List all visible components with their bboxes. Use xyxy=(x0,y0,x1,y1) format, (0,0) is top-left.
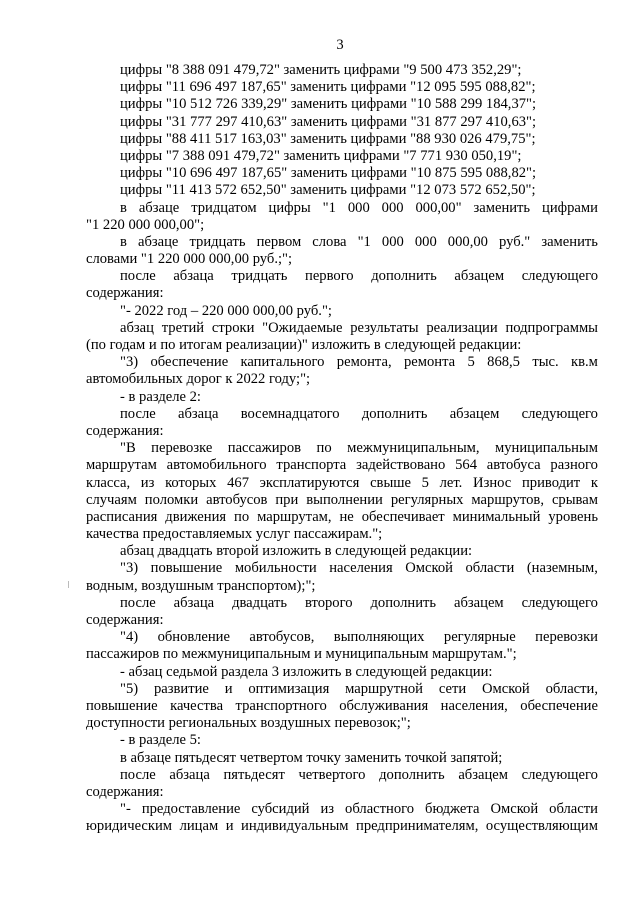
word: руб." xyxy=(499,233,531,250)
word: регулярных xyxy=(390,491,464,508)
word: "5) xyxy=(120,680,139,697)
word: абзаце xyxy=(137,233,179,250)
text-line: цифры "7 388 091 479,72" заменить цифрами "7 771 930 050,19"; xyxy=(120,147,522,164)
text-line xyxy=(86,818,598,835)
text-line: цифры "11 413 572 652,50" заменить цифрами "12 073 572 652,50"; xyxy=(120,182,536,199)
word: тридцать xyxy=(189,233,246,250)
text-line xyxy=(86,595,598,612)
word: которых xyxy=(165,474,217,491)
word: индивидуальным xyxy=(241,818,349,835)
word: перевозке xyxy=(151,440,213,457)
word: оптимизация xyxy=(248,680,330,697)
word: ремонта xyxy=(403,354,456,371)
word: юридическим xyxy=(86,818,173,835)
word: 000 xyxy=(347,199,370,216)
word: абзаца xyxy=(178,405,219,422)
word: абзацем xyxy=(458,766,508,783)
text-line: водным, воздушным транспортом);"; xyxy=(86,577,316,594)
word: сети xyxy=(438,680,467,697)
word: абзаце xyxy=(138,199,180,216)
word: из xyxy=(140,474,155,491)
word: следующего xyxy=(521,594,598,611)
word: населения xyxy=(329,560,393,577)
text-line: цифры "11 696 497 187,65" заменить цифрами "12 095 595 088,82"; xyxy=(120,79,536,96)
text-line: содержания: xyxy=(86,612,164,628)
word: после xyxy=(120,594,156,611)
word: маршрутной xyxy=(345,680,423,697)
word: "Ожидаемые xyxy=(262,319,343,336)
word: маршрутов, xyxy=(471,491,544,508)
text-line xyxy=(86,406,598,423)
page-number: 3 xyxy=(336,37,344,53)
text-line: качества предоставляемых услуг пассажирам."; xyxy=(86,526,383,543)
word: первого xyxy=(305,268,354,285)
word: выполняющих xyxy=(333,629,425,646)
word: поломки xyxy=(144,491,199,508)
margin-mark xyxy=(68,581,69,588)
word: 000 xyxy=(381,233,404,250)
word: автобусов, xyxy=(249,629,315,646)
text-line: - в разделе 2: xyxy=(120,388,201,405)
word: реализации xyxy=(426,319,498,336)
word: области xyxy=(549,801,598,818)
text-line xyxy=(86,200,598,217)
text-line: содержания: xyxy=(86,783,164,800)
word: результаты xyxy=(350,319,419,336)
word: приводит xyxy=(521,474,581,491)
word: абзаца xyxy=(169,766,210,783)
word: задействовано xyxy=(356,457,446,474)
text-line xyxy=(86,509,598,526)
word: капитального xyxy=(240,354,325,371)
text-line: содержания: xyxy=(86,422,164,439)
text-line: пассажиров по межмуниципальным и муниципальным маршрутам."; xyxy=(86,646,517,663)
word: не xyxy=(339,508,354,525)
word: заменить xyxy=(541,233,598,250)
word: абзаца xyxy=(173,594,215,611)
word: подпрограммы xyxy=(505,319,598,336)
word: к xyxy=(590,474,598,491)
word: третий xyxy=(161,319,205,336)
word: и xyxy=(224,680,233,697)
text-line: цифры "31 777 297 410,63" заменить цифрами "31 877 297 410,63"; xyxy=(120,113,537,130)
word: обновление xyxy=(157,629,230,646)
word: срывам xyxy=(551,491,598,508)
word: дополнить xyxy=(370,594,437,611)
word: абзацем xyxy=(454,268,505,285)
text-line xyxy=(86,320,598,337)
text-line: в абзаце пятьдесят четвертом точку заменить точкой запятой; xyxy=(120,749,503,766)
word: Омской xyxy=(405,560,453,577)
word: дополнить xyxy=(371,268,437,285)
word: обеспечение xyxy=(150,354,229,371)
word: дополнить xyxy=(361,405,428,422)
document-body xyxy=(86,62,598,835)
text-line: цифры "88 411 517 163,03" заменить цифрами "88 930 026 479,75"; xyxy=(120,130,536,147)
word: 5 xyxy=(421,474,429,491)
text-line: цифры "8 388 091 479,72" заменить цифрами "9 500 473 352,29"; xyxy=(120,62,522,78)
word: субсидий xyxy=(251,801,310,818)
word: Омской xyxy=(490,801,539,818)
word: из xyxy=(320,801,335,818)
word: "1 xyxy=(322,199,336,216)
text-line xyxy=(86,440,598,457)
word: качества xyxy=(170,697,224,714)
word: после xyxy=(120,268,156,285)
text-line xyxy=(86,767,598,784)
word: абзац xyxy=(120,319,154,336)
word: мобильности xyxy=(234,560,317,577)
word: "4) xyxy=(120,629,139,646)
text-line: абзац двадцать второй изложить в следующей редакции: xyxy=(120,543,473,560)
word: 564 xyxy=(455,457,477,474)
word: обеспечение xyxy=(520,697,598,714)
word: населения, xyxy=(440,697,508,714)
word: (наземным, xyxy=(526,560,598,577)
word: перевозки xyxy=(535,629,598,646)
word: "3) xyxy=(120,354,139,371)
word: транспорта xyxy=(276,457,347,474)
word: в xyxy=(120,199,127,216)
word: пятьдесят xyxy=(223,766,285,783)
word: 000 xyxy=(381,199,404,216)
word: 000,00 xyxy=(447,233,488,250)
word: 000,00" xyxy=(415,199,462,216)
word: маршрутам, xyxy=(257,508,332,525)
word: при xyxy=(275,491,299,508)
word: тыс. xyxy=(532,354,559,371)
word: свыше xyxy=(370,474,411,491)
text-line: цифры "10 512 726 339,29" заменить цифрами "10 588 299 184,37"; xyxy=(120,96,537,113)
word: по xyxy=(316,440,332,457)
text-line xyxy=(86,698,598,715)
word: Омской xyxy=(482,680,530,697)
word: абзацем xyxy=(454,594,504,611)
word: автобуса xyxy=(486,457,541,474)
word: строки xyxy=(211,319,255,336)
text-line xyxy=(86,492,598,509)
word: выполнении xyxy=(306,491,383,508)
text-line xyxy=(86,560,598,577)
word: повышение xyxy=(86,697,158,714)
text-line: словами "1 220 000 000,00 руб.;"; xyxy=(86,251,293,268)
word: цифрами xyxy=(542,199,598,216)
word: развитие xyxy=(153,680,209,697)
word: транспортного xyxy=(235,697,327,714)
word: Износ xyxy=(473,474,512,491)
word: 868,5 xyxy=(487,354,520,371)
word: минимальный xyxy=(452,508,541,525)
word: лицам xyxy=(179,818,219,835)
word: ремонта, xyxy=(336,354,392,371)
word: области xyxy=(465,560,515,577)
word: разного xyxy=(550,457,598,474)
text-line: (по годам и по итогам реализации)" изложить в следующей редакции: xyxy=(86,337,522,353)
text-line xyxy=(86,801,598,818)
text-line: содержания: xyxy=(86,285,164,302)
text-line xyxy=(86,475,598,492)
word: 467 xyxy=(227,474,249,491)
word: автобусов xyxy=(206,491,268,508)
word: абзаца xyxy=(173,268,214,285)
word: второго xyxy=(304,594,353,611)
word: межмуниципальным, xyxy=(347,440,480,457)
text-line xyxy=(86,234,598,251)
word: повышение xyxy=(150,560,223,577)
word: маршрутам xyxy=(86,457,157,474)
word: областного xyxy=(345,801,415,818)
word: осуществляющим xyxy=(485,818,598,835)
word: "1 xyxy=(357,233,371,250)
word: следующего xyxy=(521,405,598,422)
word: регулярные xyxy=(443,629,516,646)
text-line: "- 2022 год – 220 000 000,00 руб."; xyxy=(120,302,332,319)
word: муниципальным xyxy=(494,440,598,457)
word: предоставление xyxy=(141,801,241,818)
word: восемнадцатого xyxy=(240,405,340,422)
word: предпринимателям, xyxy=(356,818,479,835)
text-line xyxy=(86,457,598,474)
word: следующего xyxy=(521,268,598,285)
word: первом xyxy=(256,233,302,250)
word: тридцатом xyxy=(191,199,257,216)
text-line xyxy=(86,268,598,285)
word: четвертого xyxy=(298,766,366,783)
word: случаям xyxy=(86,491,137,508)
word: обеспечивает xyxy=(361,508,445,525)
text-line: автомобильных дорог к 2022 году;"; xyxy=(86,371,311,388)
word: и xyxy=(225,818,234,835)
word: слова xyxy=(312,233,347,250)
word: расписания xyxy=(86,508,158,525)
word: цифры xyxy=(268,199,311,216)
word: движения xyxy=(165,508,227,525)
text-line: - абзац седьмой раздела 3 изложить в следующей редакции: xyxy=(120,663,493,680)
text-line xyxy=(86,681,598,698)
word: после xyxy=(120,405,156,422)
text-line: "1 220 000 000,00"; xyxy=(86,216,205,233)
text-line: - в разделе 5: xyxy=(120,732,201,749)
word: уровень xyxy=(548,508,598,525)
word: "В xyxy=(120,440,136,457)
word: после xyxy=(120,766,156,783)
word: тридцать xyxy=(231,268,288,285)
word: бюджета xyxy=(425,801,480,818)
word: автомобильного xyxy=(166,457,267,474)
word: абзацем xyxy=(449,405,500,422)
word: области, xyxy=(545,680,598,697)
word: 000 xyxy=(414,233,437,250)
word: обслуживания xyxy=(339,697,429,714)
word: двадцать xyxy=(232,594,288,611)
word: по xyxy=(234,508,250,525)
text-line xyxy=(86,354,598,371)
word: 5 xyxy=(467,354,475,371)
word: "3) xyxy=(120,560,139,577)
text-line: цифры "10 696 497 187,65" заменить цифрами "10 875 595 088,82"; xyxy=(120,165,537,182)
word: эксплатируются xyxy=(259,474,360,491)
word: "- xyxy=(120,801,131,818)
word: класса, xyxy=(86,474,131,491)
text-line: доступности региональных воздушных перевозок;"; xyxy=(86,715,411,732)
word: заменить xyxy=(473,199,531,216)
word: в xyxy=(120,233,127,250)
word: следующего xyxy=(521,766,598,783)
word: лет. xyxy=(439,474,463,491)
word: пассажиров xyxy=(227,440,302,457)
word: дополнить xyxy=(379,766,445,783)
text-line xyxy=(86,629,598,646)
word: кв.м xyxy=(571,354,598,371)
